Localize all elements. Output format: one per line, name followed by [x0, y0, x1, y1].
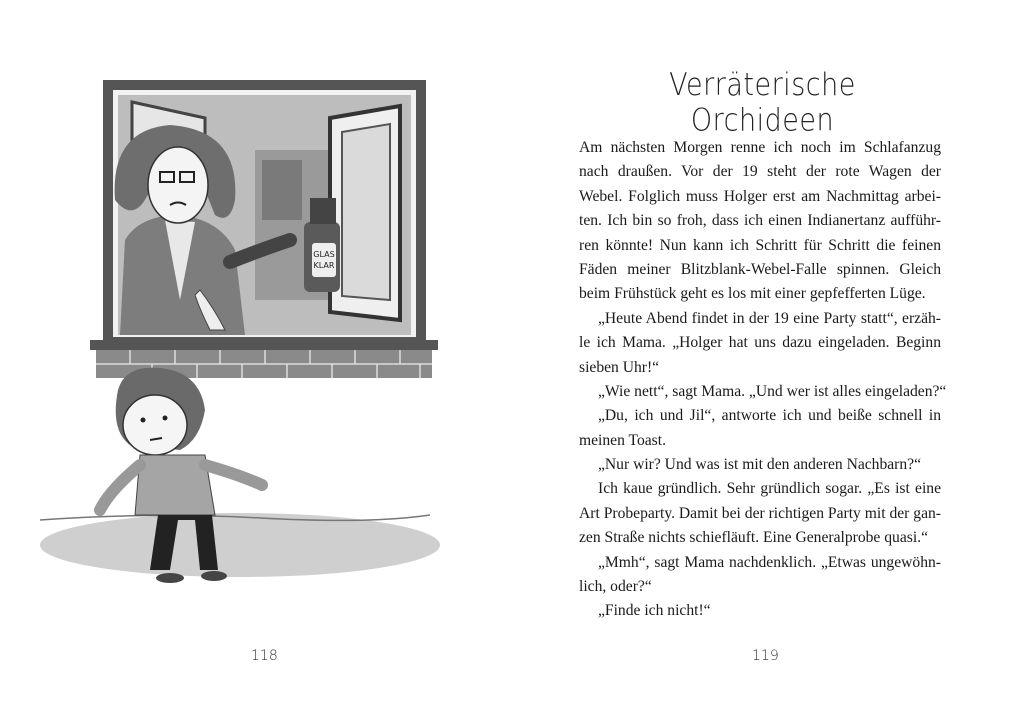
window-sill: [90, 340, 438, 350]
text-line: „Wie nett“, sagt Mama. „Und wer ist alles eingeladen?“: [598, 382, 947, 400]
bottle-label-line2: KLAR: [313, 261, 335, 270]
text-line: ren könnte! Nun kann ich Schritt für Schritt die feinen: [579, 236, 941, 254]
text-line: le ich Mama. „Holger hat uns dazu eingeladen. Beginn: [579, 334, 941, 352]
text-line: meinen Toast.: [579, 431, 666, 449]
chapter-title: Verräterische Orchideen: [669, 67, 856, 139]
text-line: nach draußen. Vor der 19 steht der rote Wagen der: [579, 163, 941, 181]
text-line: Art Probeparty. Damit bei der richtigen Party mit der gan-: [579, 504, 941, 522]
text-line: beim Frühstück geht es los mit einer gepfefferten Lüge.: [579, 285, 926, 303]
right-page: [510, 0, 1020, 706]
text-line: Ich kaue gründlich. Sehr gründlich sogar. „Es ist eine: [598, 480, 941, 498]
text-line: ten. Ich bin so froh, dass ich einen Indianertanz aufführ-: [579, 212, 941, 230]
text-line: „Heute Abend findet in der 19 eine Party statt“, erzäh-: [598, 309, 941, 327]
text-line: „Du, ich und Jil“, antworte ich und beiße schnell in: [598, 407, 941, 425]
text-line: „Finde ich nicht!“: [598, 602, 711, 620]
text-line: Webel. Folglich muss Holger erst am Nachmittag arbei-: [579, 187, 941, 205]
ground-shadow: [40, 513, 440, 577]
text-line: lich, oder?“: [579, 578, 652, 596]
text-line: sieben Uhr!“: [579, 358, 660, 376]
bottle-label-line1: GLAS: [313, 250, 335, 259]
text-line: Fäden meiner Blitzblank-Webel-Falle spinnen. Gleich: [579, 260, 941, 278]
text-line: zen Straße nichts schiefläuft. Eine Generalprobe quasi.“: [579, 529, 928, 547]
page-number-right: 119: [752, 648, 779, 664]
text-line: „Mmh“, sagt Mama nachdenklich. „Etwas ungewöhn-: [598, 553, 941, 571]
text-line: Am nächsten Morgen renne ich noch im Schlafanzug: [579, 139, 941, 156]
text-line: „Nur wir? Und was ist mit den anderen Nachbarn?“: [598, 456, 922, 474]
body-text: [579, 136, 947, 624]
page-number-left: 118: [251, 648, 278, 664]
